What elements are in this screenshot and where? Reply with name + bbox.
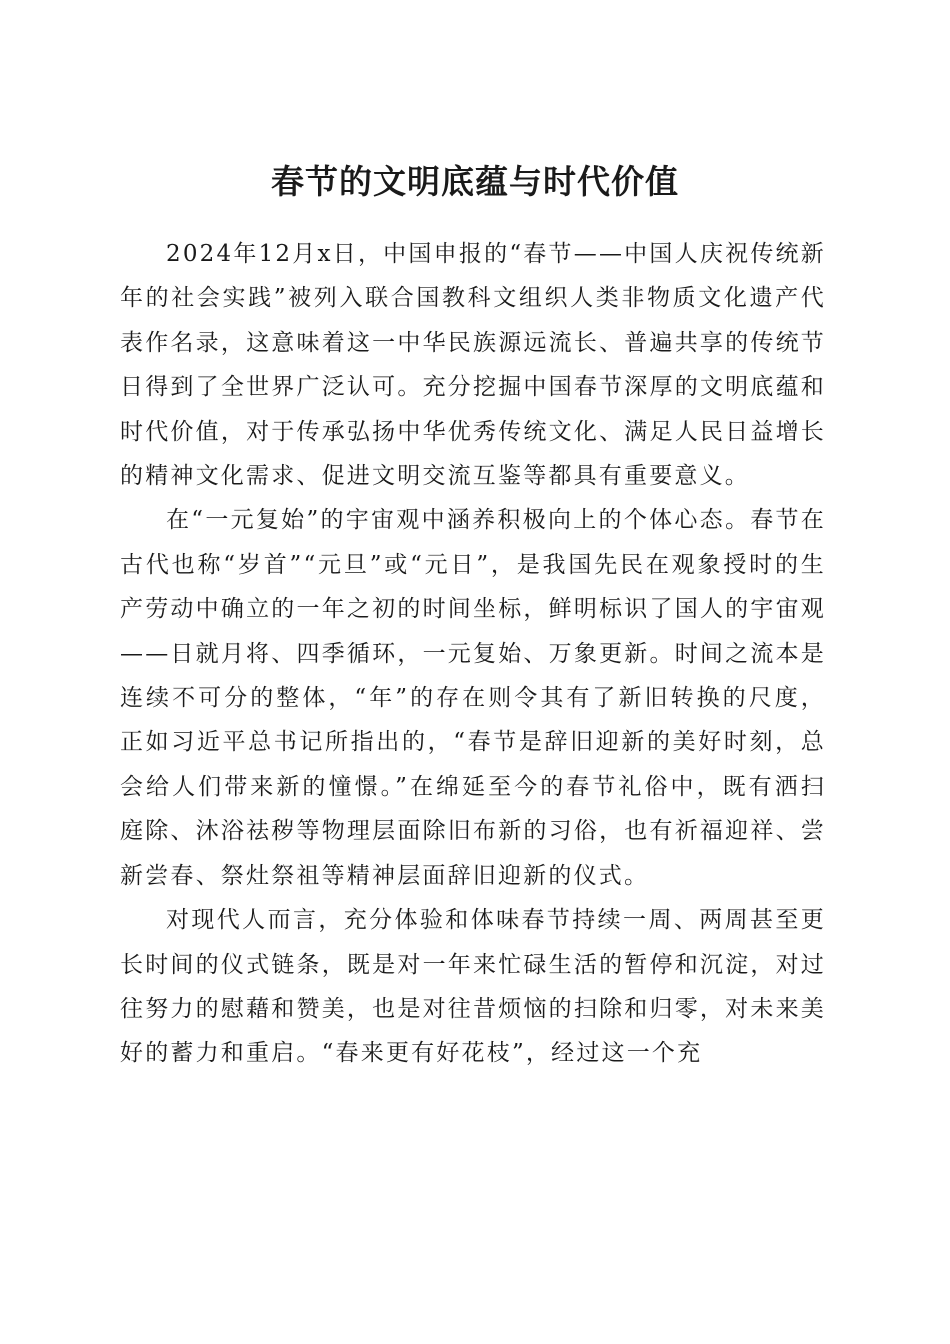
paragraph-1: 2024年12月x日，中国申报的“春节——中国人庆祝传统新年的社会实践”被列入联合国教科文组织人类非物质文化遗产代表作名录，这意味着这一中华民族源远流长、普遍共享的传统节日得到了全世界广泛认可。充分挖掘中国春节深厚的文明底蕴和时代价值，对于传承弘扬中华优秀传统文化、满足人民日益增长的精神文化需求、促进文明交流互鉴等都具有重要意义。 [120,241,826,490]
paragraph-2: 在“一元复始”的宇宙观中涵养积极向上的个体心态。春节在古代也称“岁首”“元旦”或“元日”，是我国先民在观象授时的生产劳动中确立的一年之初的时间坐标，鲜明标识了国人的宇宙观——日就月将、四季循环，一元复始、万象更新。时间之流本是连续不可分的整体，“年”的存在则令其有了新旧转换的尺度，正如习近平总书记所指出的，“春节是辞旧迎新的美好时刻，总会给人们带来新的憧憬。”在绵延至今的春节礼俗中，既有洒扫庭除、沐浴祛秽等物理层面除旧布新的习俗，也有祈福迎祥、尝新尝春、祭灶祭祖等精神层面辞旧迎新的仪式。 [120,507,826,889]
document-title: 春节的文明底蕴与时代价值 [271,162,679,202]
document-body [120,232,826,1076]
paragraph-3: 对现代人而言，充分体验和体味春节持续一周、两周甚至更长时间的仪式链条，既是对一年来忙碌生活的暂停和沉淀，对过往努力的慰藉和赞美，也是对往昔烦恼的扫除和归零，对未来美好的蓄力和重启。“春来更有好花枝”，经过这一个充 [120,907,826,1067]
